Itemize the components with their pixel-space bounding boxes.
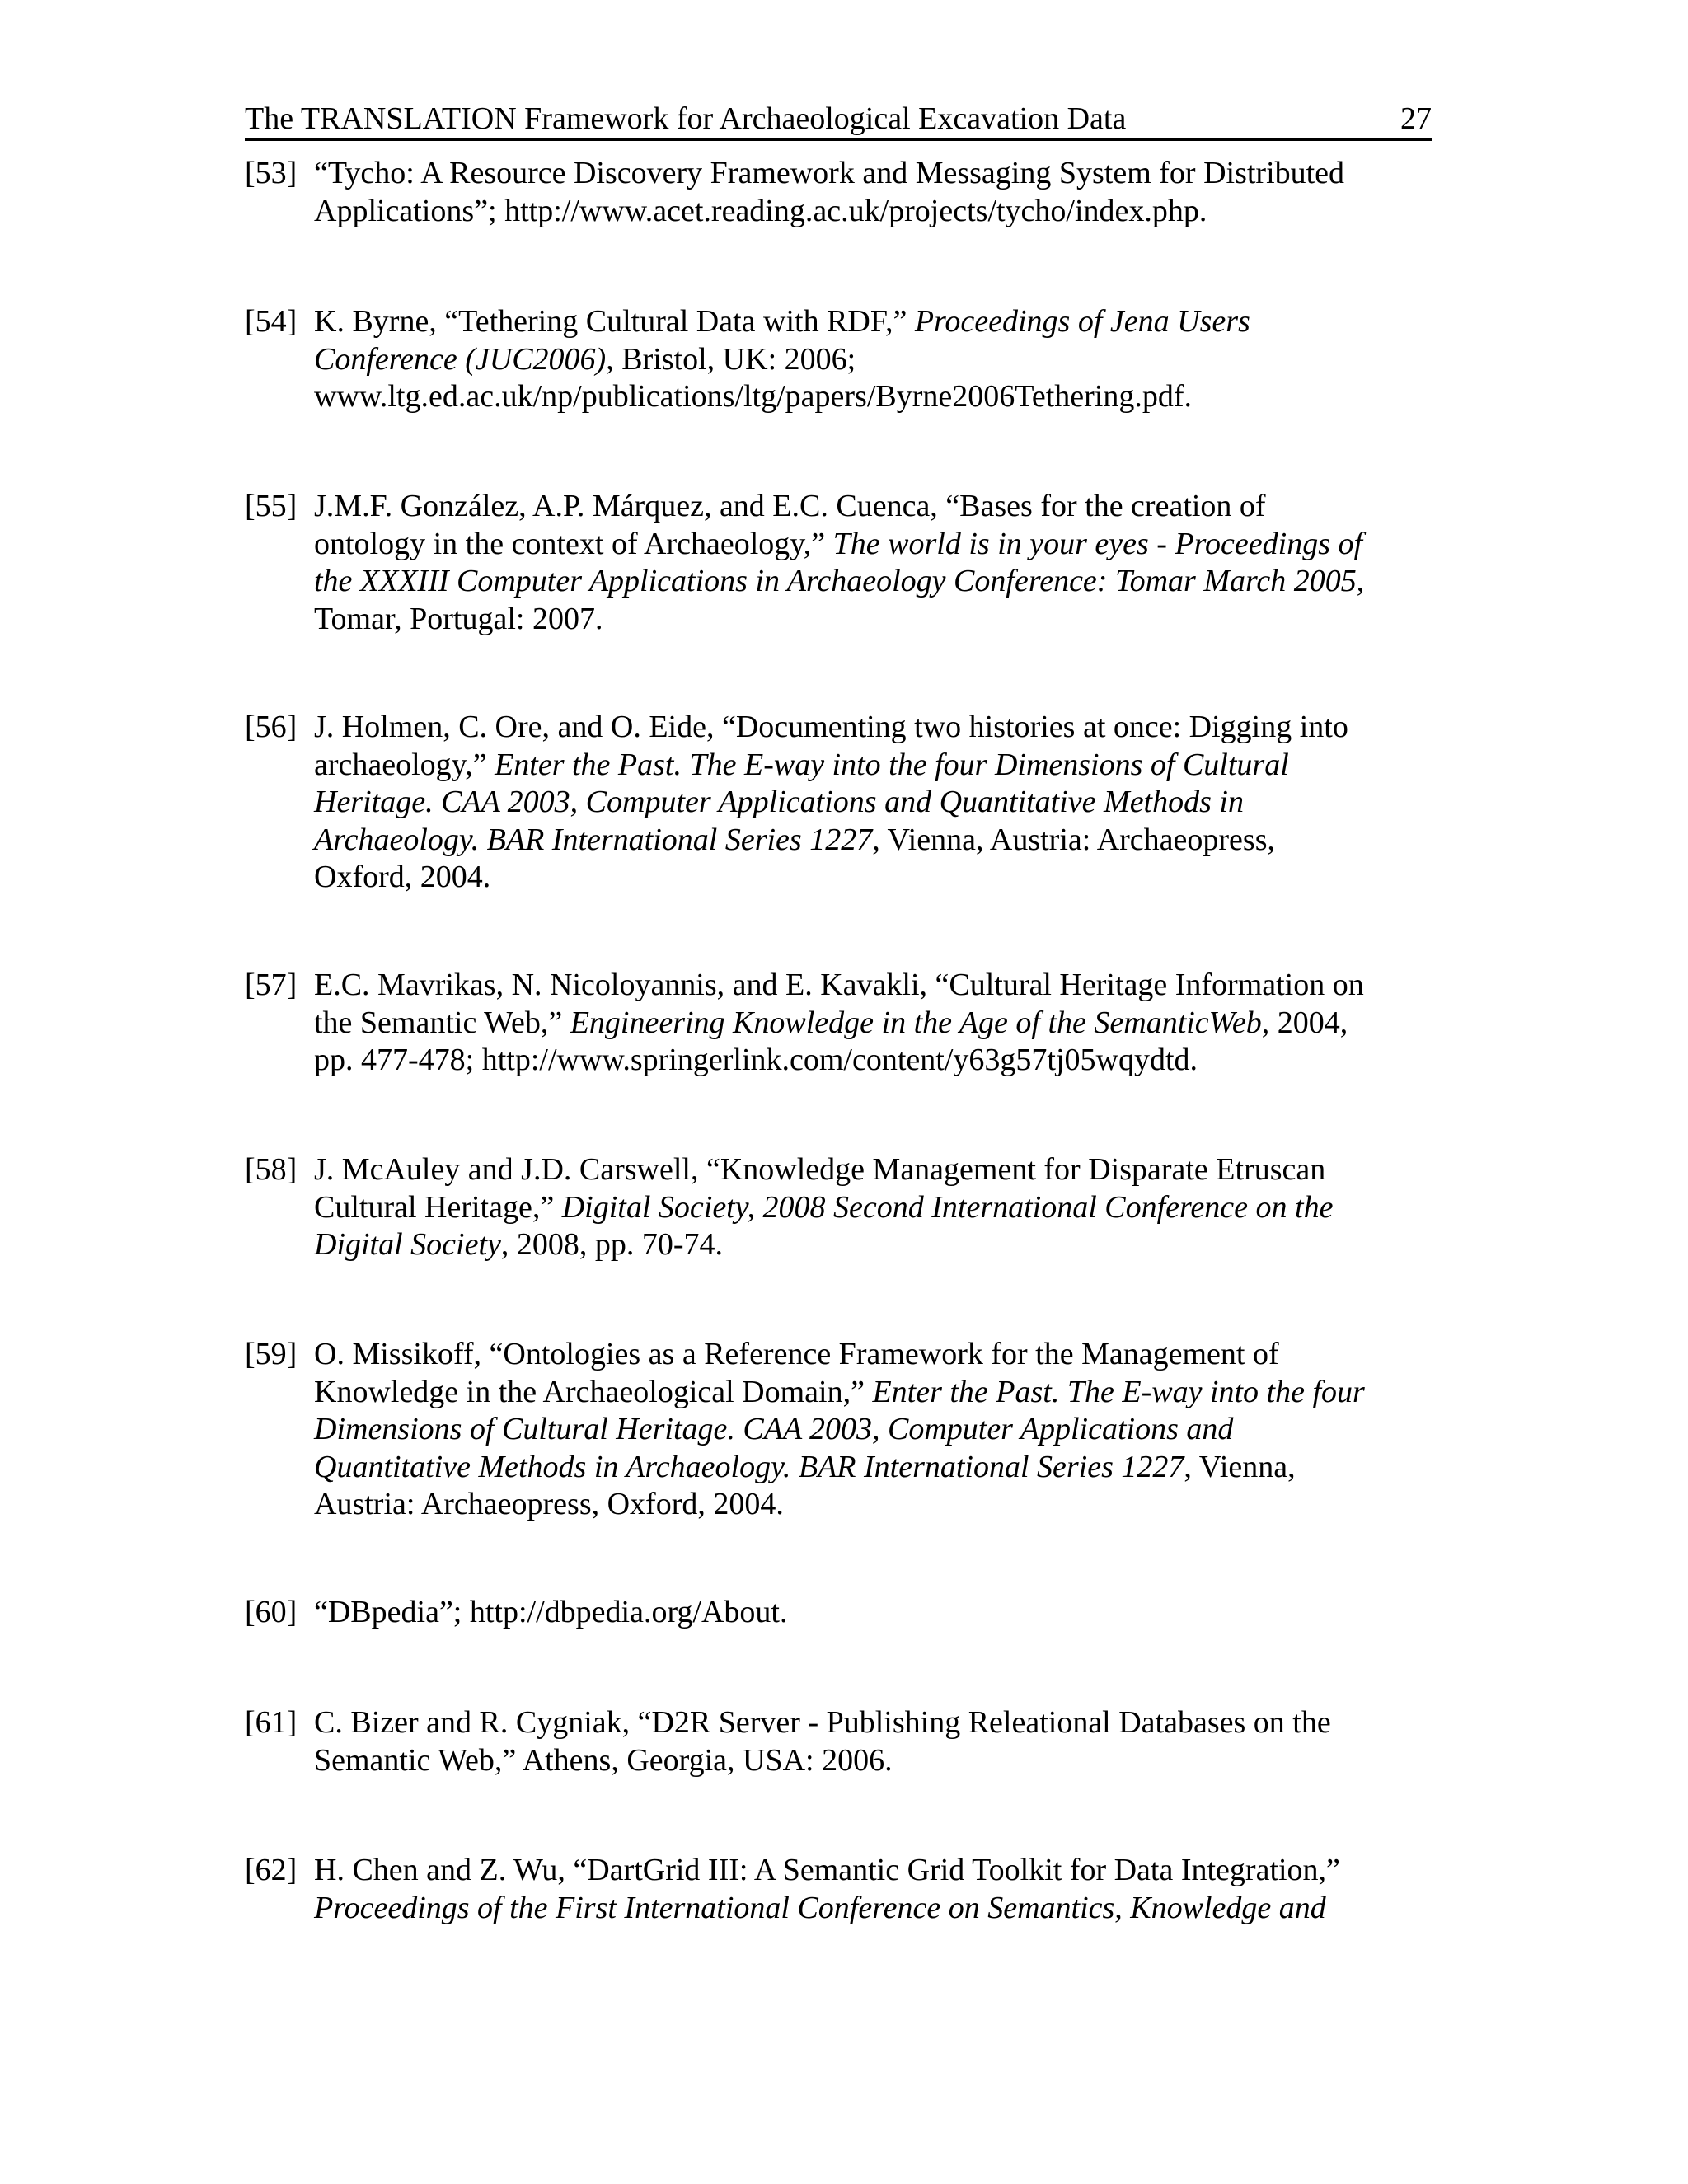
reference-text xyxy=(314,709,1440,897)
reference-segment: J. Holmen, C. Ore, and O. Eide, “Documenting two histories at once: Digging into xyxy=(314,710,1348,744)
reference-italic-segment: Digital Society, 2008 Second International Conference on the xyxy=(561,1189,1334,1225)
running-header xyxy=(245,99,1432,141)
reference-segment: , Vienna, Austria: Archaeopress, xyxy=(872,822,1275,857)
reference-text xyxy=(314,155,1440,230)
reference-italic-segment: Proceedings of the First International Conference on Semantics, Knowledge and xyxy=(314,1890,1326,1925)
reference-line xyxy=(314,784,1440,822)
reference-line xyxy=(314,601,1440,639)
reference-line xyxy=(314,193,1440,231)
reference-text xyxy=(314,1151,1440,1264)
reference-segment: archaeology,” xyxy=(314,747,495,782)
reference-segment: , Bristol, UK: 2006; xyxy=(606,341,856,377)
reference-italic-segment: Heritage. CAA 2003, Computer Applications and Quantitative Methods in xyxy=(314,785,1244,819)
reference-segment: the Semantic Web,” xyxy=(314,1005,570,1040)
reference-segment: pp. 477-478; http://www.springerlink.com/content/y63g57tj05wqydtd. xyxy=(314,1043,1198,1077)
reference-text xyxy=(314,1704,1440,1779)
reference-number: [55] xyxy=(245,489,298,523)
reference-number: [57] xyxy=(245,968,298,1002)
reference-segment: ontology in the context of Archaeology,” xyxy=(314,526,833,561)
reference-line xyxy=(314,1852,1440,1890)
reference-segment: Oxford, 2004. xyxy=(314,860,491,894)
reference-line xyxy=(314,1226,1440,1264)
reference-italic-segment: Archaeology. BAR International Series 1227 xyxy=(314,822,873,857)
reference-italic-segment: Enter the Past. The E-way into the four xyxy=(872,1374,1365,1409)
reference-number: [60] xyxy=(245,1595,298,1629)
reference-line xyxy=(314,155,1440,193)
reference-segment: , xyxy=(1356,564,1365,598)
reference-text xyxy=(314,488,1440,638)
reference-line xyxy=(314,1486,1440,1524)
reference-segment: “Tycho: A Resource Discovery Framework and Messaging System for Distributed xyxy=(314,156,1345,190)
reference-number: [53] xyxy=(245,156,298,190)
reference-number: [59] xyxy=(245,1337,298,1371)
running-header-title: The TRANSLATION Framework for Archaeological Excavation Data xyxy=(245,101,1127,136)
reference-text xyxy=(314,1594,1440,1632)
page-number: 27 xyxy=(1400,101,1432,136)
reference-line xyxy=(314,1336,1440,1374)
reference-segment: , 2004, xyxy=(1261,1005,1348,1040)
reference-line xyxy=(314,341,1440,379)
reference-segment: O. Missikoff, “Ontologies as a Reference Framework for the Management of xyxy=(314,1337,1279,1371)
reference-segment: H. Chen and Z. Wu, “DartGrid III: A Semantic Grid Toolkit for Data Integration,” xyxy=(314,1853,1340,1887)
reference-text xyxy=(314,303,1440,416)
reference-italic-segment: the XXXIII Computer Applications in Archaeology Conference: Tomar March 2005 xyxy=(314,564,1357,598)
reference-italic-segment: Engineering Knowledge in the Age of the SemanticWeb xyxy=(570,1005,1262,1040)
reference-segment: C. Bizer and R. Cygniak, “D2R Server - Publishing Releational Databases on the xyxy=(314,1705,1331,1740)
reference-segment: “DBpedia”; http://dbpedia.org/About. xyxy=(314,1595,788,1629)
reference-segment: www.ltg.ed.ac.uk/np/publications/ltg/papers/Byrne2006Tethering.pdf. xyxy=(314,379,1192,414)
reference-line xyxy=(314,1742,1440,1780)
reference-line xyxy=(314,1704,1440,1742)
reference-number: [56] xyxy=(245,710,298,744)
reference-line xyxy=(314,488,1440,526)
reference-italic-segment: Proceedings of Jena Users xyxy=(914,304,1250,339)
reference-line xyxy=(314,1890,1440,1928)
reference-line xyxy=(314,822,1440,860)
reference-italic-segment: Dimensions of Cultural Heritage. CAA 2003, Computer Applications and xyxy=(314,1412,1234,1446)
reference-italic-segment: Quantitative Methods in Archaeology. BAR International Series 1227 xyxy=(314,1449,1184,1484)
reference-line xyxy=(314,303,1440,341)
reference-text xyxy=(314,967,1440,1080)
reference-segment: , 2008, pp. 70-74. xyxy=(500,1227,724,1262)
reference-segment: Tomar, Portugal: 2007. xyxy=(314,601,603,636)
reference-text xyxy=(314,1852,1440,1927)
reference-line xyxy=(314,1151,1440,1189)
reference-segment: K. Byrne, “Tethering Cultural Data with RDF,” xyxy=(314,304,915,339)
reference-line xyxy=(314,378,1440,416)
reference-line xyxy=(314,1005,1440,1043)
reference-number: [62] xyxy=(245,1853,298,1887)
reference-line xyxy=(314,1042,1440,1080)
reference-line xyxy=(314,1411,1440,1449)
reference-segment: J. McAuley and J.D. Carswell, “Knowledge Management for Disparate Etruscan xyxy=(314,1152,1326,1187)
reference-number: [58] xyxy=(245,1152,298,1187)
reference-number: [61] xyxy=(245,1705,298,1740)
reference-italic-segment: Enter the Past. The E-way into the four Dimensions of Cultural xyxy=(495,747,1289,782)
reference-line xyxy=(314,1189,1440,1227)
reference-segment: Austria: Archaeopress, Oxford, 2004. xyxy=(314,1487,784,1521)
reference-italic-segment: Digital Society xyxy=(314,1227,501,1262)
reference-text xyxy=(314,1336,1440,1524)
reference-segment: J.M.F. González, A.P. Márquez, and E.C. Cuenca, “Bases for the creation of xyxy=(314,489,1266,523)
reference-segment: Knowledge in the Archaeological Domain,” xyxy=(314,1374,873,1409)
reference-segment: , Vienna, xyxy=(1184,1449,1296,1484)
reference-segment: Applications”; http://www.acet.reading.ac.uk/projects/tycho/index.php. xyxy=(314,193,1207,228)
reference-line xyxy=(314,1374,1440,1412)
reference-line xyxy=(314,967,1440,1005)
reference-line xyxy=(314,1449,1440,1487)
reference-segment: Cultural Heritage,” xyxy=(314,1189,562,1225)
reference-italic-segment: Conference (JUC2006) xyxy=(314,341,607,377)
reference-italic-segment: The world is in your eyes - Proceedings of xyxy=(832,526,1363,561)
reference-line xyxy=(314,526,1440,564)
reference-number: [54] xyxy=(245,304,298,339)
reference-line xyxy=(314,709,1440,747)
reference-segment: E.C. Mavrikas, N. Nicoloyannis, and E. Kavakli, “Cultural Heritage Information on xyxy=(314,968,1364,1002)
reference-line xyxy=(314,747,1440,785)
reference-line xyxy=(314,1594,1440,1632)
reference-line xyxy=(314,859,1440,897)
reference-line xyxy=(314,563,1440,601)
reference-segment: Semantic Web,” Athens, Georgia, USA: 2006. xyxy=(314,1742,893,1778)
